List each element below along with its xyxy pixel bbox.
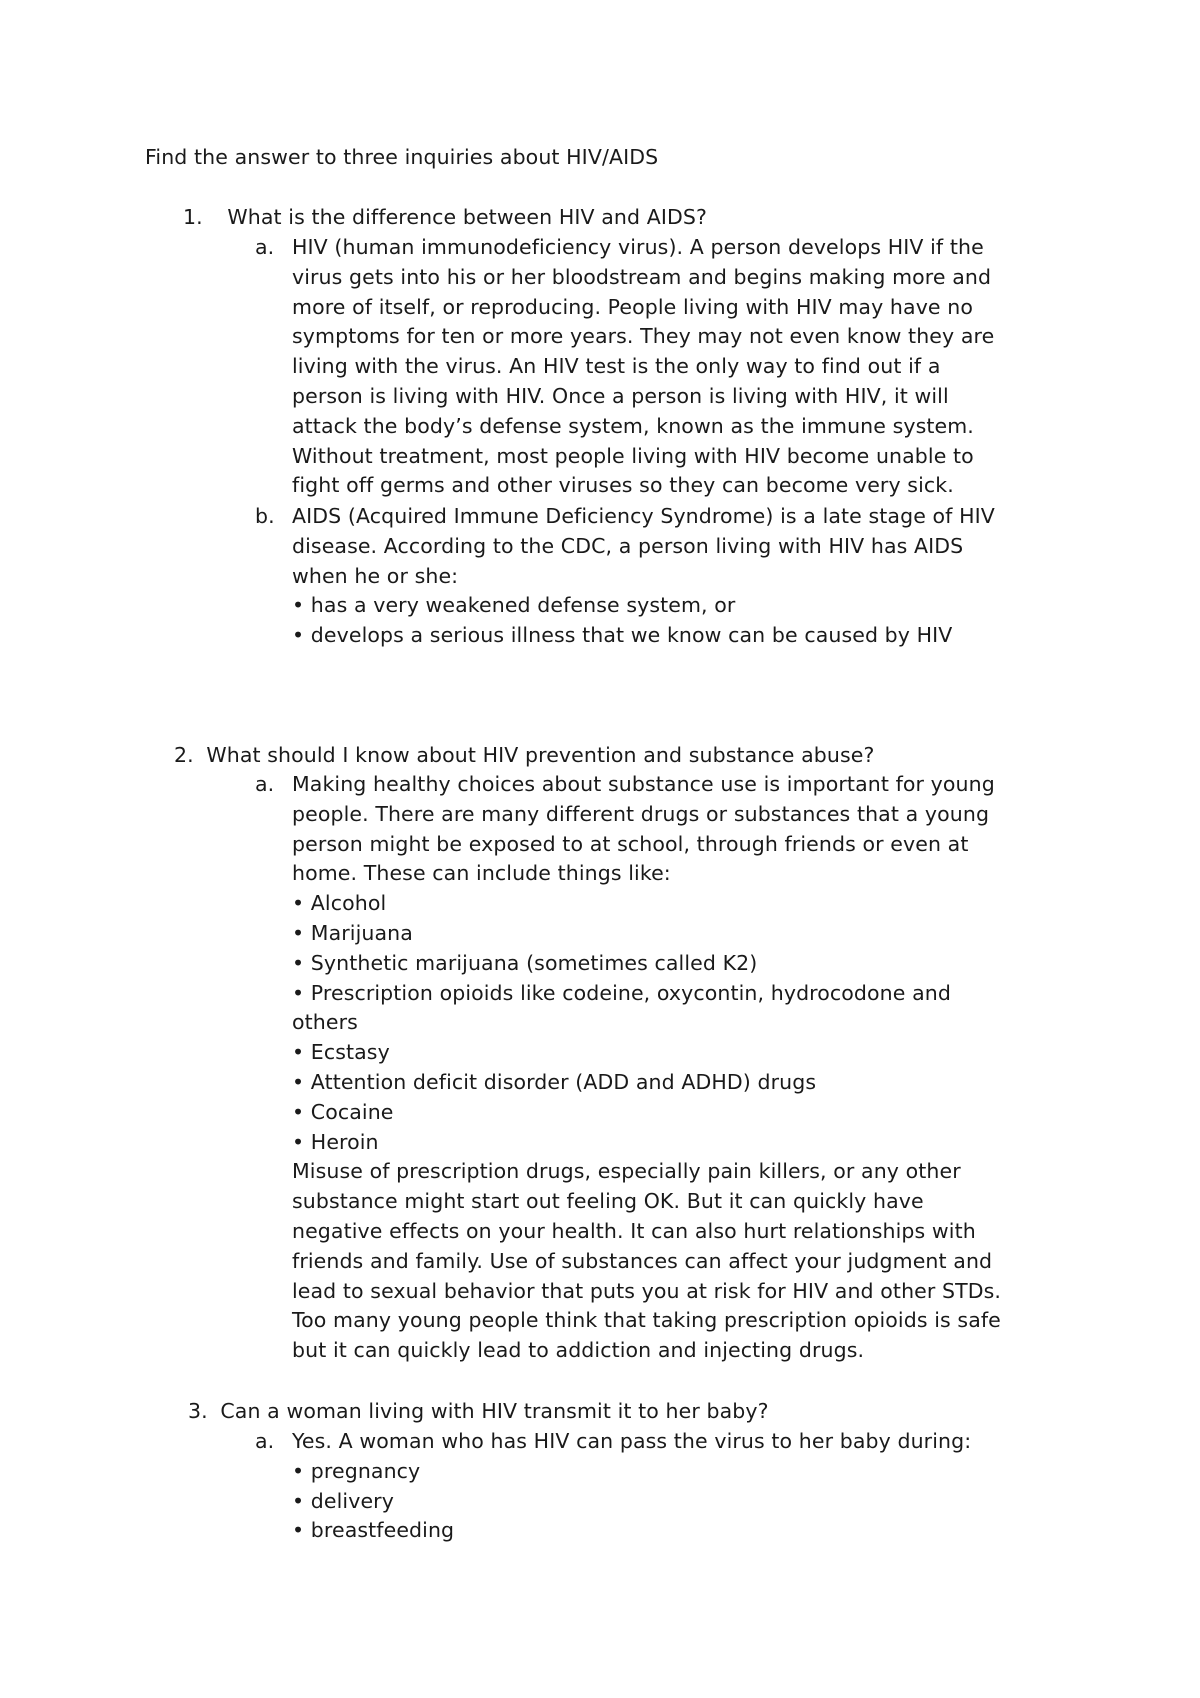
answer-line: lead to sexual behavior that puts you at risk for HIV and other STDs. <box>292 1278 1002 1303</box>
question-1-text: What is the difference between HIV and AIDS? <box>227 205 707 229</box>
answer-line: people. There are many different drugs or substances that a young <box>292 801 990 826</box>
answer-line: living with the virus. An HIV test is the only way to find out if a <box>292 354 941 379</box>
bullet-item: • Cocaine <box>292 1099 394 1124</box>
bullet-item: • Ecstasy <box>292 1040 390 1065</box>
answer-1b-letter: b. <box>255 504 275 528</box>
answer-line: but it can quickly lead to addiction and injecting drugs. <box>292 1338 865 1363</box>
question-3 <box>188 1397 769 1427</box>
question-2-text: What should I know about HIV prevention and substance abuse? <box>206 743 875 767</box>
question-3-number: 3. <box>188 1399 208 1423</box>
answer-line: HIV (human immunodeficiency virus). A person develops HIV if the <box>292 235 984 259</box>
answer-line: virus gets into his or her bloodstream and begins making more and <box>292 264 992 289</box>
question-1 <box>183 203 707 233</box>
answer-line: AIDS (Acquired Immune Deficiency Syndrome) is a late stage of HIV <box>292 504 995 528</box>
answer-line: Without treatment, most people living with HIV become unable to <box>292 443 974 468</box>
answer-2a-body <box>292 770 1032 1366</box>
question-1-number: 1. <box>183 205 203 229</box>
answer-line: attack the body’s defense system, known as the immune system. <box>292 413 974 438</box>
answer-line: when he or she: <box>292 563 459 588</box>
bullet-item: • Alcohol <box>292 891 387 916</box>
answer-3a-body <box>292 1427 1032 1546</box>
bullet-item: • breastfeeding <box>292 1518 455 1543</box>
answer-line: others <box>292 1010 358 1035</box>
answer-line: Making healthy choices about substance use is important for young <box>292 772 995 796</box>
answer-line: negative effects on your health. It can also hurt relationships with <box>292 1218 976 1243</box>
bullet-item: • pregnancy <box>292 1458 421 1483</box>
question-2-number: 2. <box>174 743 194 767</box>
bullet-item: • Synthetic marijuana (sometimes called K2) <box>292 950 758 975</box>
answer-line: substance might start out feeling OK. But it can quickly have <box>292 1189 924 1214</box>
answer-line: Yes. A woman who has HIV can pass the virus to her baby during: <box>292 1429 972 1453</box>
answer-2a-letter: a. <box>255 772 275 796</box>
answer-line: symptoms for ten or more years. They may not even know they are <box>292 324 995 349</box>
answer-line: person is living with HIV. Once a person is living with HIV, it will <box>292 383 949 408</box>
question-3-text: Can a woman living with HIV transmit it to her baby? <box>220 1399 769 1423</box>
answer-line: more of itself, or reproducing. People living with HIV may have no <box>292 294 973 319</box>
answer-line: Misuse of prescription drugs, especially pain killers, or any other <box>292 1159 961 1184</box>
bullet-item: • has a very weakened defense system, or <box>292 593 736 618</box>
answer-line: disease. According to the CDC, a person living with HIV has AIDS <box>292 533 964 558</box>
answer-1a-body <box>292 233 1032 501</box>
answer-line: Too many young people think that taking prescription opioids is safe <box>292 1308 1001 1333</box>
answer-1b-body <box>292 502 1032 651</box>
answer-line: person might be exposed to at school, through friends or even at <box>292 831 969 856</box>
bullet-item: • Prescription opioids like codeine, oxycontin, hydrocodone and <box>292 980 951 1005</box>
answer-line: friends and family. Use of substances can affect your judgment and <box>292 1248 993 1273</box>
answer-3a-letter: a. <box>255 1429 275 1453</box>
answer-1a-letter: a. <box>255 235 275 259</box>
answer-line: home. These can include things like: <box>292 861 671 886</box>
bullet-item: • Attention deficit disorder (ADD and ADHD) drugs <box>292 1069 817 1094</box>
document-title: Find the answer to three inquiries about HIV/AIDS <box>145 145 659 169</box>
question-2 <box>174 741 874 771</box>
bullet-item: • Marijuana <box>292 920 413 945</box>
answer-line: fight off germs and other viruses so they can become very sick. <box>292 473 954 498</box>
bullet-item: • delivery <box>292 1488 394 1513</box>
bullet-item: • Heroin <box>292 1129 379 1154</box>
bullet-item: • develops a serious illness that we know can be caused by HIV <box>292 623 953 648</box>
